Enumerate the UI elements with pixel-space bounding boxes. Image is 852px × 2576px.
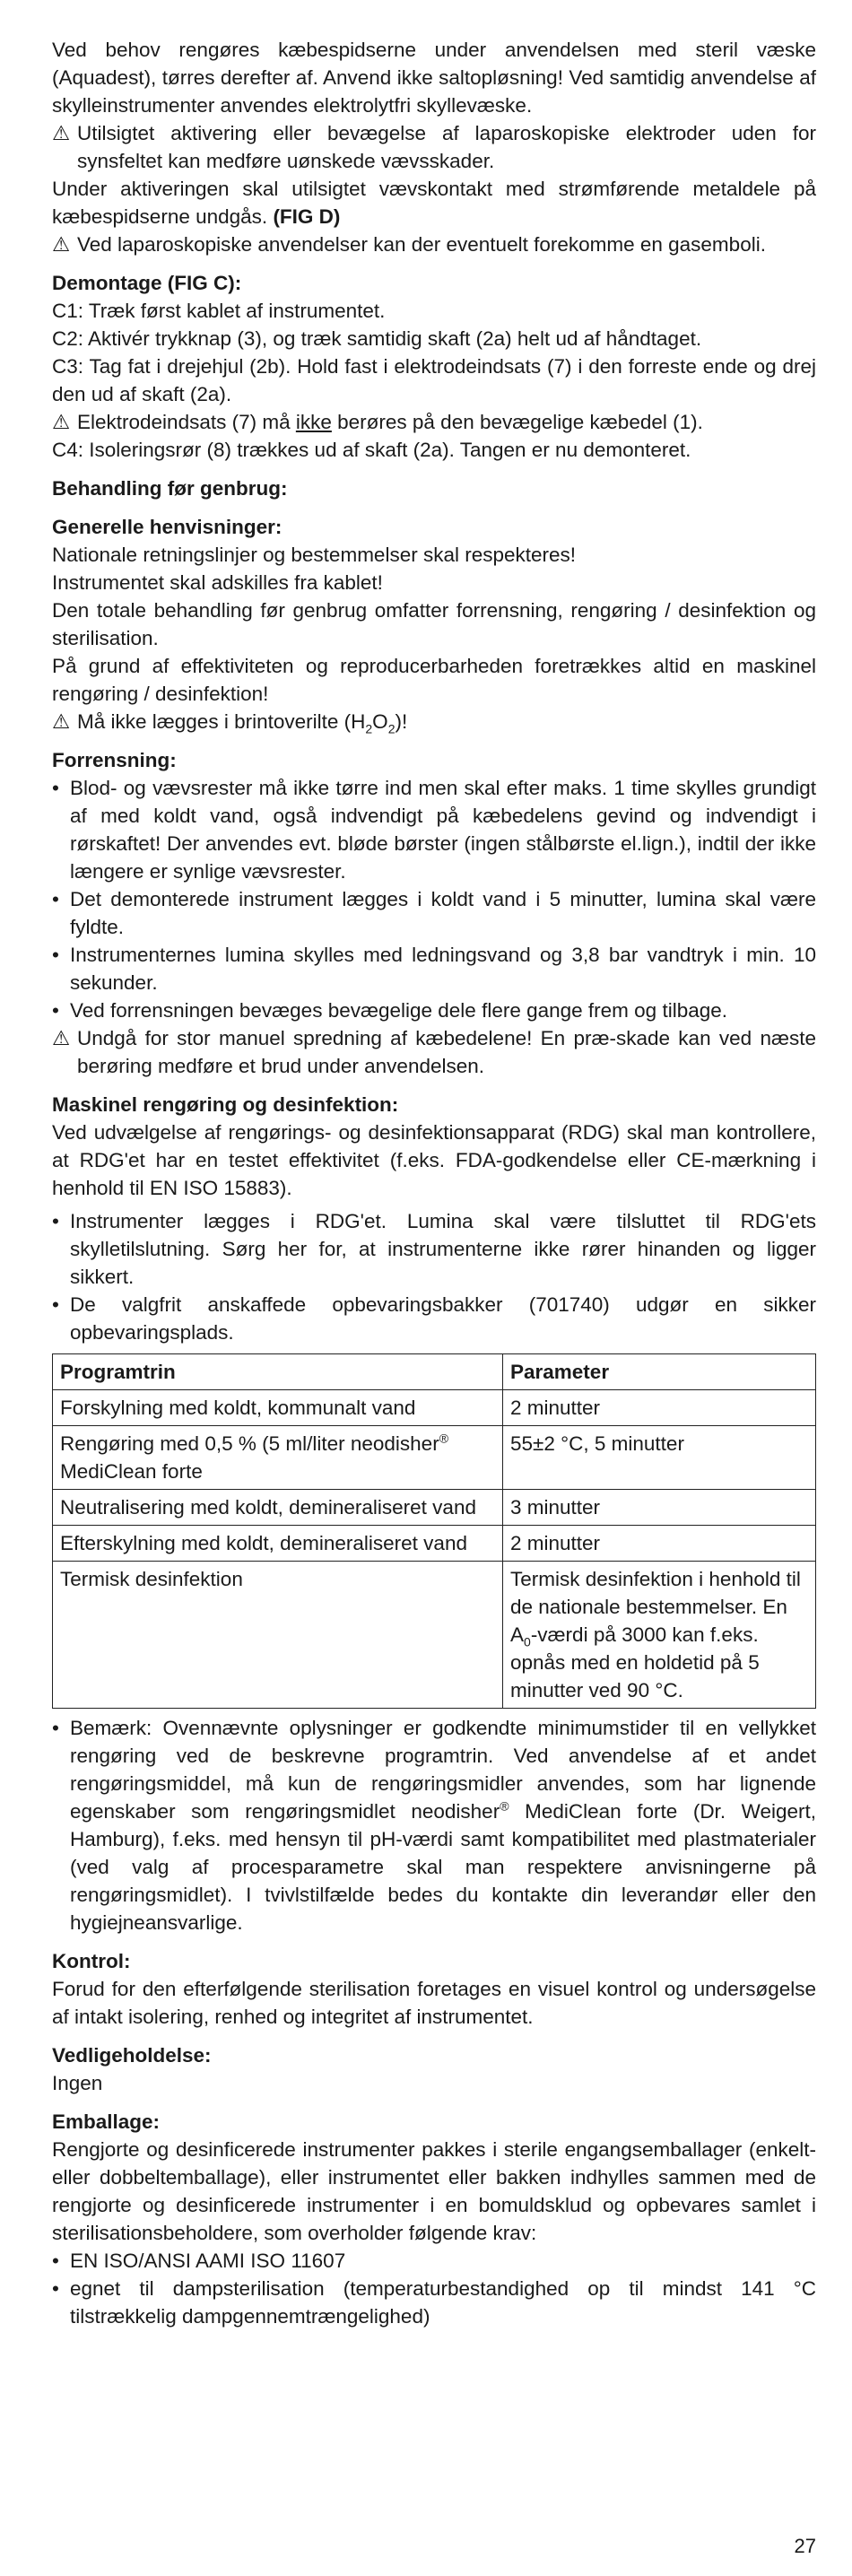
forrensning-bullet-2: • Det demonterede instrument lægges i koldt vand i 5 minutter, lumina skal være fyldte. [52, 885, 816, 941]
table-cell-step: Efterskylning med koldt, demineraliseret vand [53, 1526, 503, 1562]
bullet: • [52, 944, 59, 966]
kontrol-heading: Kontrol: [52, 1950, 131, 1972]
table-cell-parameter: 55±2 °C, 5 minutter [503, 1426, 816, 1490]
table-row [53, 1426, 816, 1490]
table-header-row [53, 1354, 816, 1390]
warning-icon: ⚠ [52, 411, 71, 433]
demontage-heading: Demontage (FIG C): [52, 272, 242, 294]
bullet: • [52, 999, 59, 1022]
step-c4: C4: Isoleringsrør (8) trækkes ud af skaft (2a). Tangen er nu demonteret. [52, 439, 691, 461]
table-cell-parameter: 2 minutter [503, 1526, 816, 1562]
generelle-heading: Generelle henvisninger: [52, 516, 283, 538]
step-c1: C1: Træk først kablet af instrumentet. [52, 300, 386, 322]
table-cell-parameter: 3 minutter [503, 1490, 816, 1526]
vedligeholdelse-paragraph: Ingen [52, 2072, 103, 2094]
bullet: • [52, 2277, 59, 2300]
document-page [52, 36, 816, 2330]
maskinel-bullet-1: • Instrumenter lægges i RDG'et. Lumina skal være tilsluttet til RDG'ets skylletilslutning. Sørg her for, at instrumenterne ikke rører hinanden og ligger sikkert. [52, 1207, 816, 1291]
intro-paragraph: Ved behov rengøres kæbespidserne under anvendelsen med steril væske (Aquadest), tørres derefter af. Anvend ikke saltopløsning! Ved samtidig anvendelse af skylleinstrumenter anvendes elektrolytfri skyllevæske. [52, 39, 816, 117]
table-row [53, 1526, 816, 1562]
maskinel-paragraph: Ved udvælgelse af rengørings- og desinfektionsapparat (RDG) skal man kontrollere, at RDG'et har en testet effektivitet (f.eks. FDA-godkendelse eller CE-mærkning i henhold til EN ISO 15883). [52, 1121, 816, 1199]
generelle-line-2: Instrumentet skal adskilles fra kablet! [52, 571, 383, 594]
bullet: • [52, 777, 59, 799]
bullet: • [52, 1210, 59, 1232]
generelle-line-4: På grund af effektiviteten og reproducerbarheden foretrækkes altid en maskinel rengøring / desinfektion! [52, 655, 816, 705]
table-header-step: Programtrin [53, 1354, 503, 1390]
kontrol-paragraph: Forud for den efterfølgende sterilisation foretages en visuel kontrol og undersøgelse af intakt isolering, renhed og integritet af instrumentet. [52, 1978, 816, 2028]
table-row [53, 1390, 816, 1426]
emballage-bullet-1: • EN ISO/ANSI AAMI ISO 11607 [52, 2247, 816, 2275]
bullet: • [52, 888, 59, 910]
emballage-paragraph: Rengjorte og desinficerede instrumenter pakkes i sterile engangsemballager (enkelt- eller dobbeltemballage), eller instrumentet eller bakken indhylles sammen med de rengjorte og desinficerede instrumenter i en bomuldsklud og opbevares samlet i sterilisationsbeholdere, som overholder følgende krav: [52, 2138, 816, 2244]
table-cell-parameter: 2 minutter [503, 1390, 816, 1426]
program-table [52, 1353, 816, 1709]
emballage-bullet-2: • egnet til dampsterilisation (temperaturbestandighed op til mindst 141 °C tilstrækkelig dampgennemtrængelighed) [52, 2275, 816, 2330]
table-cell-step: Rengøring med 0,5 % (5 ml/liter neodisher® MediClean forte [53, 1426, 503, 1490]
warning-hydrogen-peroxide: ⚠ Må ikke lægges i brintoverilte $(H_2O_2)$! [52, 708, 816, 735]
forrensning-heading: Forrensning: [52, 749, 177, 771]
table-cell-step: Termisk desinfektion [53, 1562, 503, 1709]
table-cell-parameter: Termisk desinfektion i henhold til de nationale bestemmelser. En $A_0$-værdi på 3000 kan f.eks. opnås med en holdetid på 5 minutter ved 90 °C. [503, 1562, 816, 1709]
warning-jaw-spread: ⚠ Undgå for stor manuel spredning af kæbedelene! En præ-skade kan ved næste berøring medføre et brud under anvendelsen. [52, 1024, 816, 1080]
emballage-heading: Emballage: [52, 2110, 161, 2133]
step-c3: C3: Tag fat i drejehjul (2b). Hold fast i elektrodeindsats (7) i den forreste ende og drej den ud af skaft (2a). [52, 355, 816, 405]
bullet: • [52, 1293, 59, 1316]
warning-electrode: ⚠ Elektrodeindsats (7) må ikke berøres på den bevægelige kæbedel (1). [52, 408, 816, 436]
vedligeholdelse-heading: Vedligeholdelse: [52, 2044, 212, 2067]
warning-gas-embolism: ⚠ Ved laparoskopiske anvendelser kan der eventuelt forekomme en gasemboli. [52, 231, 816, 258]
table-cell-step: Neutralisering med koldt, demineraliseret vand [53, 1490, 503, 1526]
warning-icon: ⚠ [52, 1027, 71, 1049]
forrensning-bullet-1: • Blod- og vævsrester må ikke tørre ind men skal efter maks. 1 time skylles grundigt af med koldt vand, også indvendigt på kæbedelens gevind og indvendigt i rørskaftet! Der anvendes evt. bløde børster (ingen stålbørste el.lign.), indtil der ikke længere er synlige vævsrester. [52, 774, 816, 885]
table-header-parameter: Parameter [503, 1354, 816, 1390]
bullet: • [52, 2250, 59, 2272]
activation-paragraph: Under aktiveringen skal utilsigtet vævskontakt med strømførende metaldele på kæbespidserne undgås. (FIG D) [52, 178, 816, 228]
forrensning-bullet-3: • Instrumenternes lumina skylles med ledningsvand og 3,8 bar vandtryk i min. 10 sekunder. [52, 941, 816, 996]
behandling-heading: Behandling før genbrug: [52, 477, 288, 500]
bullet: • [52, 1717, 59, 1739]
maskinel-bullet-2: • De valgfrit anskaffede opbevaringsbakker (701740) udgør en sikker opbevaringsplads. [52, 1291, 816, 1346]
generelle-line-1: Nationale retningslinjer og bestemmelser skal respekteres! [52, 544, 577, 566]
warning-icon: ⚠ [52, 710, 71, 733]
warning-activation: ⚠ Utilsigtet aktivering eller bevægelse af laparoskopiske elektroder uden for synsfeltet kan medføre uønskede vævsskader. [52, 119, 816, 175]
step-c2: C2: Aktivér trykknap (3), og træk samtidig skaft (2a) helt ud af håndtaget. [52, 327, 702, 350]
table-row [53, 1562, 816, 1709]
warning-icon: ⚠ [52, 233, 71, 256]
bemaerk-note: • Bemærk: Ovennævnte oplysninger er godkendte minimumstider til en vellykket rengøring ved de beskrevne programtrin. Ved anvendelse af et andet rengøringsmiddel, må kun de rengøringsmidler anvendes, som har lignende egenskaber som rengøringsmidlet neodisher® MediClean forte (Dr. Weigert, Hamburg), f.eks. med hensyn til pH-værdi samt kompatibilitet med plastmaterialer (ved valg af procesparametre skal man respektere anvisningerne på rengøringsmidlet). I tvivlstilfælde bedes du kontakte din leverandør eller den hygiejneansvarlige. [52, 1714, 816, 1936]
warning-icon: ⚠ [52, 122, 71, 144]
maskinel-heading: Maskinel rengøring og desinfektion: [52, 1093, 399, 1116]
table-cell-step: Forskylning med koldt, kommunalt vand [53, 1390, 503, 1426]
table-row [53, 1490, 816, 1526]
page-number: 27 [794, 2535, 816, 2557]
forrensning-bullet-4: • Ved forrensningen bevæges bevægelige dele flere gange frem og tilbage. [52, 996, 816, 1024]
generelle-line-3: Den totale behandling før genbrug omfatter forrensning, rengøring / desinfektion og sterilisation. [52, 599, 816, 649]
